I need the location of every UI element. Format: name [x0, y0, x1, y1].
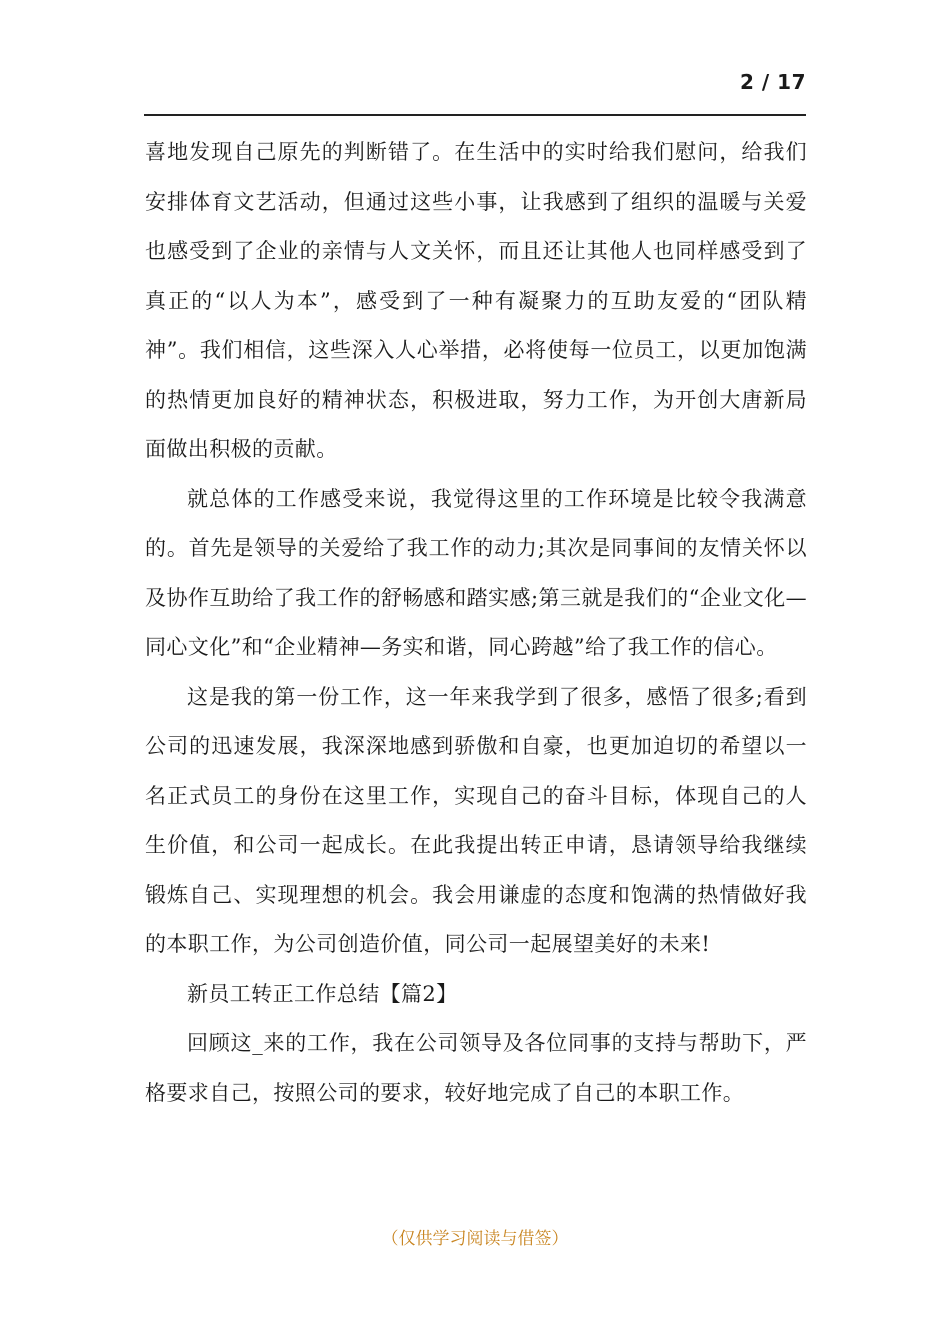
header-divider — [144, 114, 806, 116]
section-heading: 新员工转正工作总结【篇2】 — [187, 981, 458, 1006]
paragraph-review: 回顾这_来的工作，我在公司领导及各位同事的支持与帮助下，严格要求自己，按照公司的要求，较好地完成了自己的本职工作。 — [145, 1031, 807, 1105]
paragraph-continuation: 喜地发现自己原先的判断错了。在生活中的实时给我们慰问，给我们安排体育文艺活动，但通过这些小事，让我感到了组织的温暖与关爱也感受到了企业的亲情与人文关怀，而且还让其他人也同样感受到了真正的“以人为本”，感受到了一种有凝聚力的互助友爱的“团队精神”。我们相信，这些深入人心举措，必将使每一位员工，以更加饱满的热情更加良好的精神状态，积极进取，努力工作，为开创大唐新局面做出积极的贡献。 — [145, 140, 807, 461]
footer-note: （仅供学习阅读与借签） — [381, 1229, 569, 1249]
paragraph-work-feeling: 就总体的工作感受来说，我觉得这里的工作环境是比较令我满意的。首先是领导的关爱给了我工作的动力;其次是同事间的友情关怀以及协作互助给了我工作的舒畅感和踏实感;第三就是我们的“企业文化—同心文化”和“企业精神—务实和谐，同心跨越”给了我工作的信心。 — [145, 486, 807, 659]
paragraph-first-job: 这是我的第一份工作，这一年来我学到了很多，感悟了很多;看到公司的迅速发展，我深深地感到骄傲和自豪，也更加迫切的希望以一名正式员工的身份在这里工作，实现自己的奋斗目标，体现自己的人生价值，和公司一起成长。在此我提出转正申请，恳请领导给我继续锻炼自己、实现理想的机会。我会用谦虚的态度和饱满的热情做好我的本职工作，为公司创造价值，同公司一起展望美好的未来! — [145, 684, 807, 956]
document-body — [145, 128, 807, 1118]
page-number: 2 / 17 — [740, 70, 806, 94]
